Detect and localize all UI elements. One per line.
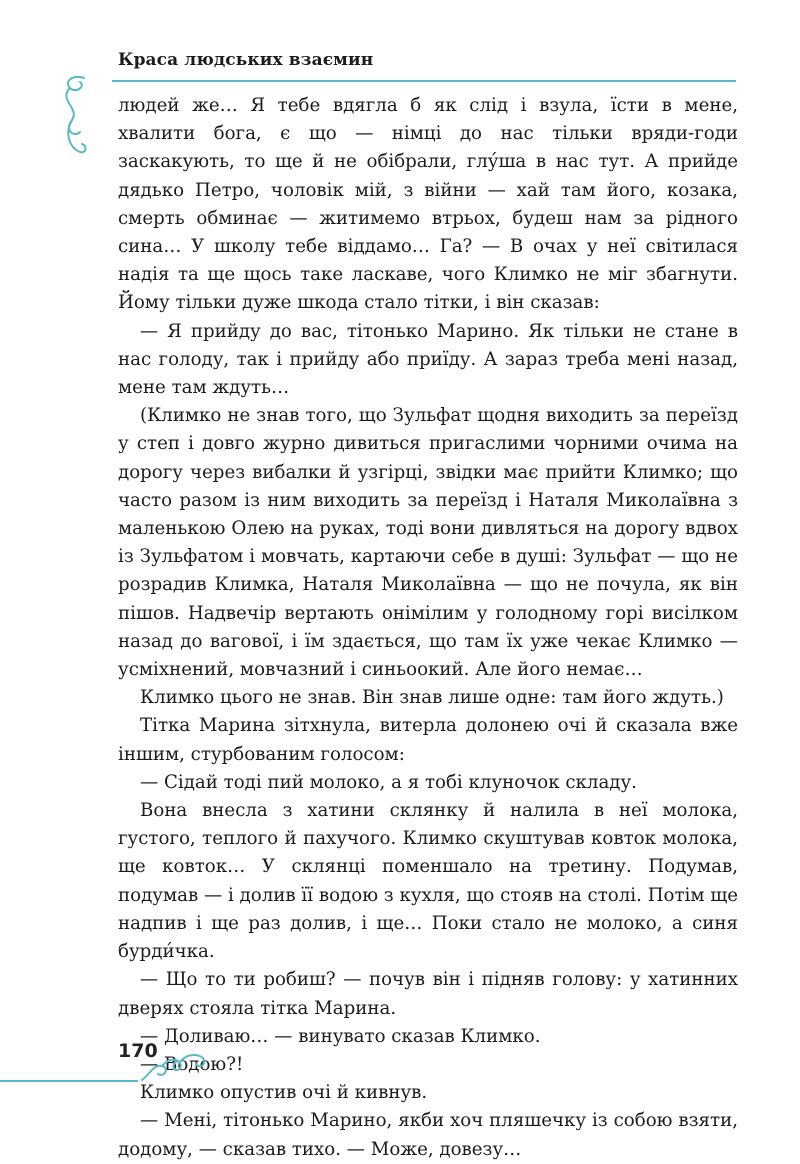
paragraph: — Я прийду до вас, тітонько Марино. Як тільки не стане в нас голоду, так і прийду або приїду. А зараз треба мені назад, мене там ждуть… bbox=[118, 320, 738, 399]
header-rule bbox=[112, 80, 736, 82]
paragraph: Климко опустив очі й кивнув. bbox=[140, 1082, 428, 1104]
swirl-ornament-icon bbox=[140, 1040, 210, 1084]
paragraph: Климко цього не знав. Він знав лише одне: там його ждуть.) bbox=[140, 687, 724, 709]
paragraph: — Мені, тітонько Марино, якби хоч пляшечку із собою взяти, додому, — сказав тихо. — Може, довезу… bbox=[118, 1110, 738, 1160]
paragraph: — Сідай тоді пий молоко, а я тобі клуночок складу. bbox=[140, 771, 637, 793]
paragraph: Тітка Марина зітхнула, витерла долонею очі й сказала вже іншим, стурбованим голосом: bbox=[118, 715, 738, 765]
footer-rule bbox=[0, 1080, 138, 1082]
running-title: Краса людських взаємин bbox=[118, 50, 374, 70]
paragraph: людей же… Я тебе вдягла б як слід і взула, їсти в мене, хвалити бога, є що — німці до нас тільки вряди-годи заскакують, то ще й не обібрали, глу́ша в нас тут. А прийде дядько Петро, чоловік мій, з війни — хай там його, козака, смерть обминає — житимемо втрьох, будеш нам за рідного сина… У школу тебе віддамо… Га? — В очах у неї світилася надія та ще щось таке ласкаве, чого Климко не міг збагнути. Йому тільки дуже шкода стало тітки, і він сказав: bbox=[118, 95, 738, 314]
body-text bbox=[118, 92, 738, 1164]
paragraph: — Водою?! bbox=[140, 1053, 244, 1075]
page-number: 170 bbox=[118, 1040, 158, 1062]
swirl-ornament-icon bbox=[50, 72, 100, 162]
paragraph: — Доливаю… — винувато сказав Климко. bbox=[140, 1025, 541, 1047]
paragraph: (Климко не знав того, що Зульфат щодня виходить за переїзд у степ і довго журно дивиться пригаслими чорними очима на дорогу через вибалки й узгірці, звідки має прийти Климко; що часто разом із ним виходить за переїзд і Наталя Миколаївна з маленькою Олею на руках, тоді вони дивляться на дорогу вдвох із Зульфатом і мовчать, картаючи себе в душі: Зульфат — що не розрадив Климка, Наталя Миколаївна — що не почула, як він пішов. Надвечір вертають онімілим у голодному горі висілком назад до вагової, і їм здається, що там їх уже чекає Климко — усміхнений, мовчазний і синьоокий. Але його немає… bbox=[118, 405, 738, 681]
paragraph: Вона внесла з хатини склянку й налила в неї молока, густого, теплого й пахучого. Климко скуштував ковток молока, ще ковток… У склянці поменшало на третину. Подумав, подумав — і долив її водою з кухля, що стояв на столі. Потім ще надпив і ще раз долив, і ще… Поки стало не молоко, а синя бурди́чка. bbox=[118, 800, 738, 963]
paragraph: — Що то ти робиш? — почув він і підняв голову: у хатинних дверях стояла тітка Марина. bbox=[118, 969, 738, 1019]
